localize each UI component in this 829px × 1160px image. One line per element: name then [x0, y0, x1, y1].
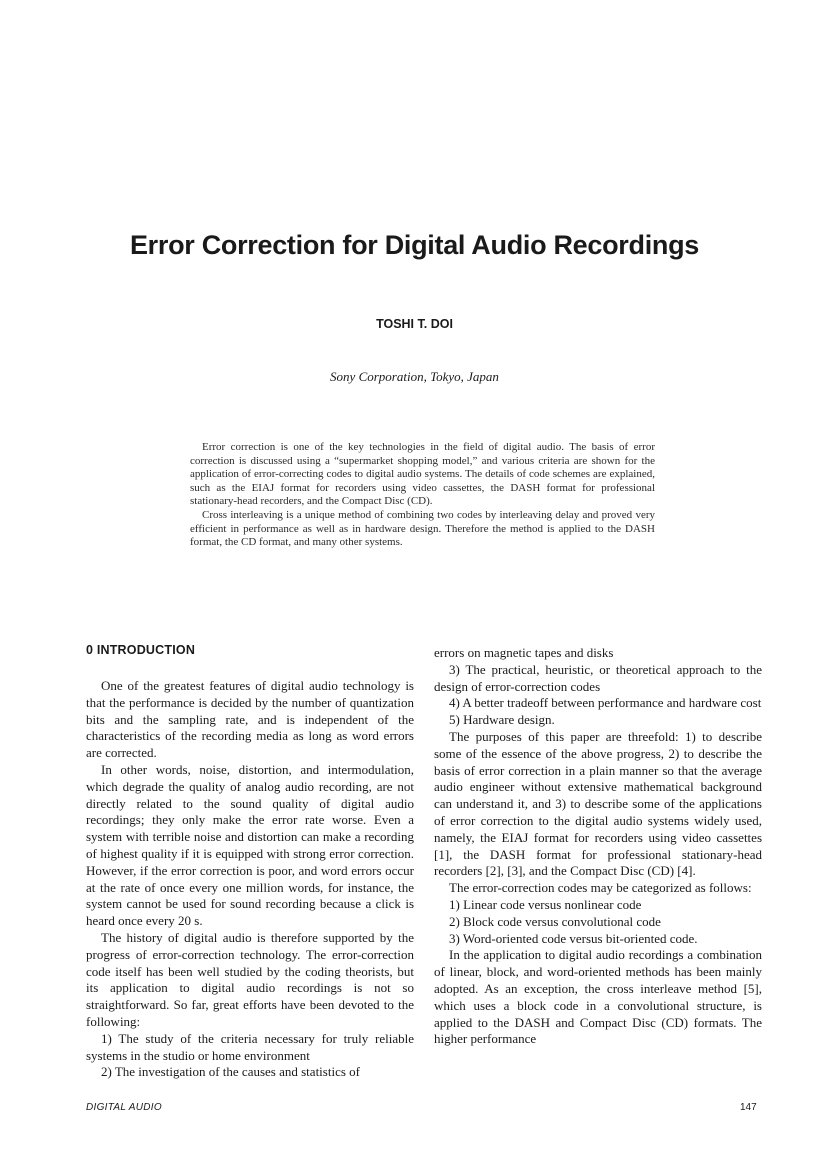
list-item-continuation: errors on magnetic tapes and disks — [434, 645, 614, 660]
body-paragraph: The history of digital audio is therefore supported by the progress of error-correction technology. The error-correction code itself has been well studied by the coding theorists, but its application to digital audio recordings is not so straightforward. So far, great efforts have been devoted to the following: — [86, 929, 414, 1029]
list-item: 2) The investigation of the causes and statistics of — [101, 1064, 360, 1080]
page-number: 147 — [740, 1102, 757, 1113]
list-item: 5) Hardware design. — [449, 712, 555, 728]
list-item: 3) The practical, heuristic, or theoretical approach to the design of error-correction codes — [434, 661, 762, 694]
list-item: 3) Word-oriented code versus bit-oriented code. — [449, 930, 698, 946]
body-paragraph: The purposes of this paper are threefold: 1) to describe some of the essence of the above progress, 2) to describe the basis of error correction in a plain manner so that the average audio engineer without extensive mathematical background can understand it, and 3) to describe some of the applications of error correction to the digital audio systems widely used, namely, the EIAJ format for recorders using video cassettes [1], the DASH format for professional stationary-head recorders [2], [3], and the Compact Disc (CD) [4]. — [434, 728, 762, 879]
abstract-paragraph: Cross interleaving is a unique method of combining two codes by interleaving delay and proved very efficient in performance as well as in hardware design. Therefore the method is applied to the DASH format, the CD format, and many other systems. — [190, 508, 655, 549]
abstract-paragraph: Error correction is one of the key technologies in the field of digital audio. The basis of error correction is discussed using a “supermarket shopping model,” and various criteria are shown for the application of error-correcting codes to digital audio systems. The details of code schemes are explained, such as the EIAJ format for recorders using video cassettes, the DASH format for professional stationary-head recorders, and the Compact Disc (CD). — [190, 441, 655, 508]
section-heading: 0 INTRODUCTION — [86, 643, 196, 657]
left-column — [86, 642, 414, 1081]
author-name: TOSHI T. DOI — [376, 317, 453, 331]
right-column — [434, 645, 762, 1048]
list-item: 1) The study of the criteria necessary for truly reliable systems in the studio or home environment — [86, 1030, 414, 1063]
body-paragraph: One of the greatest features of digital audio technology is that the performance is decided by the number of quantization bits and the sampling rate, and is independent of the characteristics of the recording media as long as word errors are corrected. — [86, 678, 414, 761]
list-item: 2) Block code versus convolutional code — [449, 913, 661, 929]
abstract — [190, 441, 655, 550]
list-item: 1) Linear code versus nonlinear code — [449, 896, 642, 912]
body-paragraph: In other words, noise, distortion, and intermodulation, which degrade the quality of analog audio recording, are not directly related to the sound quality of digital audio recordings; they only make the error rate worse. Even a system with terrible noise and distortion can make a recording of highest quality if it is equipped with strong error correction. However, if the error correction is poor, and word errors occur at the rate of once every one million words, for instance, the system cannot be used for sound recording because a click is heard once every 20 s. — [86, 761, 414, 929]
journal-name: DIGITAL AUDIO — [86, 1102, 162, 1113]
paper-title: Error Correction for Digital Audio Recordings — [129, 230, 700, 260]
body-paragraph: In the application to digital audio recordings a combination of linear, block, and word-oriented methods has been mainly adopted. As an exception, the cross interleave method [5], which uses a block code in a convolutional structure, is applied to the DASH and Compact Disc (CD) formats. The higher performance — [434, 947, 762, 1047]
body-paragraph: The error-correction codes may be categorized as follows: — [449, 880, 752, 896]
author-affiliation: Sony Corporation, Tokyo, Japan — [330, 369, 499, 384]
list-item: 4) A better tradeoff between performance and hardware cost — [449, 695, 762, 711]
